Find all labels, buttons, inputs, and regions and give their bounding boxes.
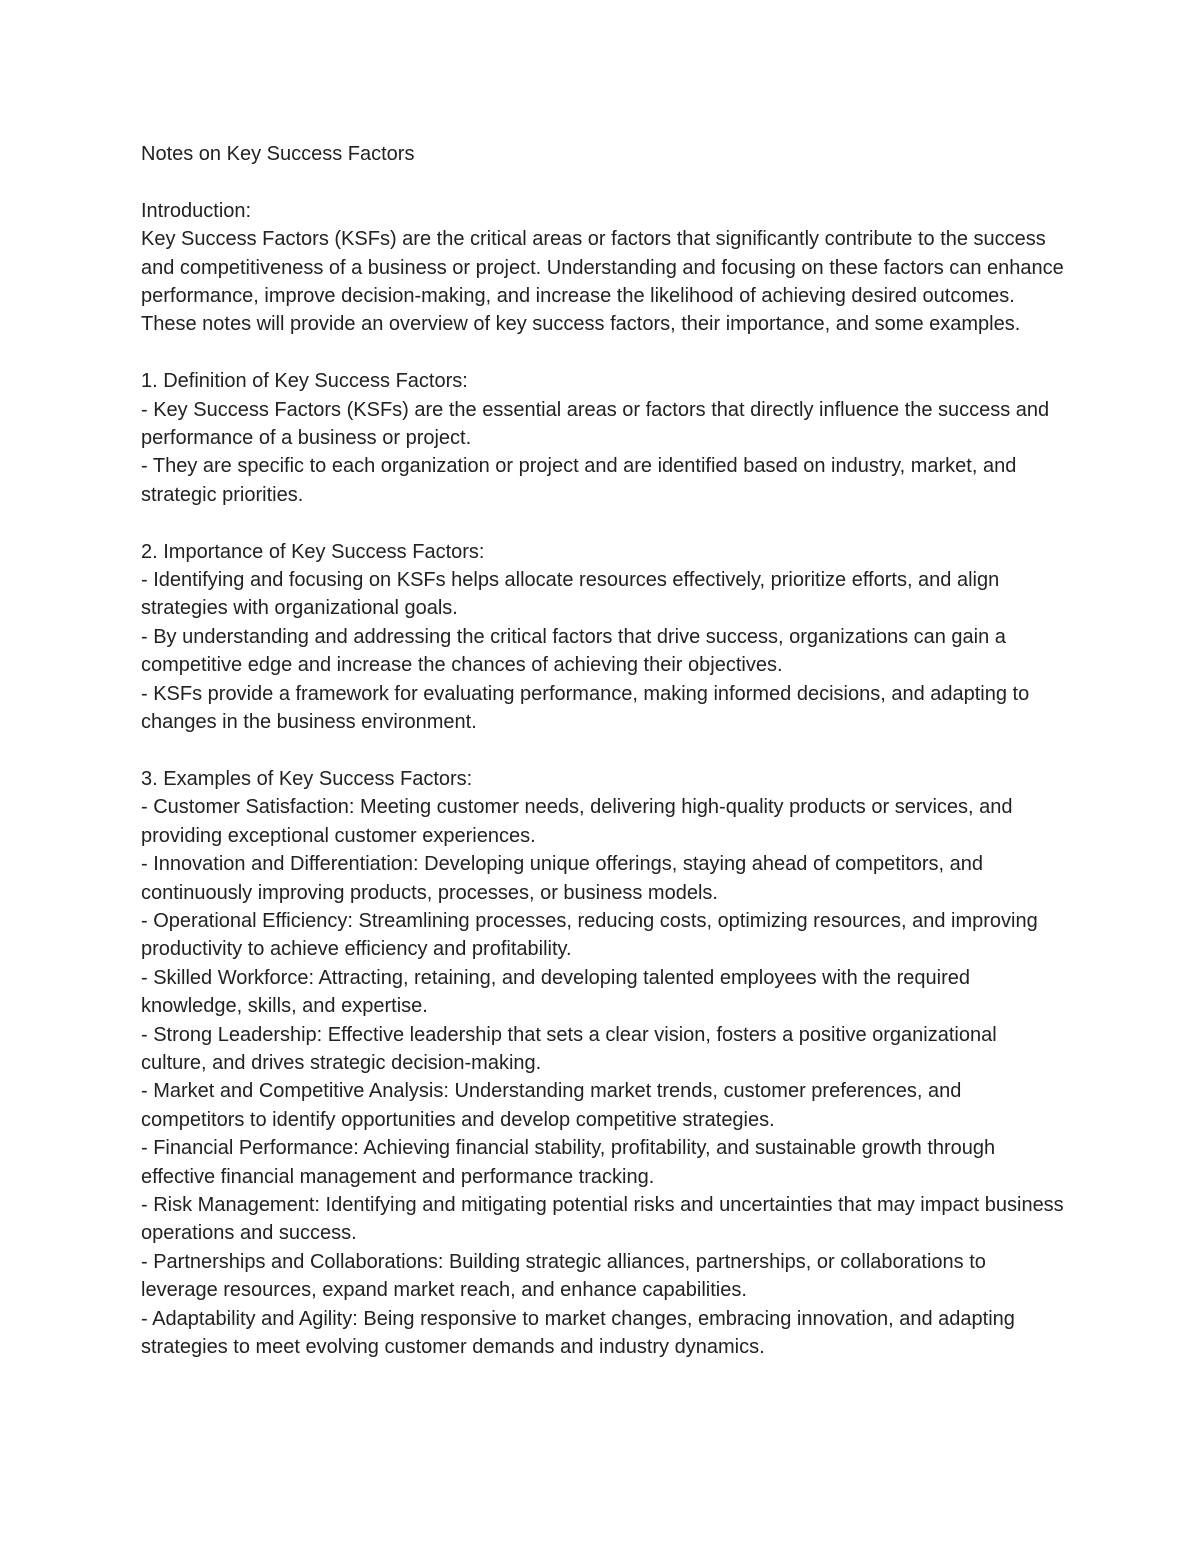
document-page bbox=[141, 140, 1070, 1390]
list-item: - KSFs provide a framework for evaluating performance, making informed decisions, and adapting to changes in the business environment. bbox=[141, 682, 1030, 734]
list-item: - Innovation and Differentiation: Developing unique offerings, staying ahead of competitors, and continuously improving products, processes, or business models. bbox=[141, 853, 984, 904]
introduction-paragraph: Key Success Factors (KSFs) are the critical areas or factors that significantly contribute to the success and competitiveness of a business or project. Understanding and focusing on these factors can enhance performance, improve decision-making, and increase the likelihood of achieving desired outcomes. These notes will provide an overview of key success factors, their importance, and some examples. bbox=[141, 228, 1070, 336]
list-item: - Financial Performance: Achieving financial stability, profitability, and sustainable growth through effective financial management and performance tracking. bbox=[141, 1137, 996, 1188]
section-items bbox=[141, 793, 1066, 1361]
list-item: - Key Success Factors (KSFs) are the essential areas or factors that directly influence the success and performance of a business or project. bbox=[141, 398, 1050, 450]
introduction-section bbox=[141, 197, 1070, 339]
section-importance bbox=[141, 538, 1066, 737]
list-item: - Market and Competitive Analysis: Understanding market trends, customer preferences, and competitors to identify opportunities and develop competitive strategies. bbox=[141, 1080, 962, 1131]
list-item: - Identifying and focusing on KSFs helps allocate resources effectively, prioritize efforts, and align strategies with organizational goals. bbox=[141, 569, 1000, 620]
section-definition bbox=[141, 367, 1066, 509]
document-title-block bbox=[141, 140, 1066, 168]
section-examples bbox=[141, 765, 1066, 1362]
list-item: - Partnerships and Collaborations: Building strategic alliances, partnerships, or collaborations to leverage resources, expand market reach, and enhance capabilities. bbox=[141, 1250, 986, 1302]
list-item: - Strong Leadership: Effective leadership that sets a clear vision, fosters a positive organizational culture, and drives strategic decision-making. bbox=[141, 1023, 997, 1074]
section-heading: 3. Examples of Key Success Factors: bbox=[141, 767, 473, 790]
list-item: - By understanding and addressing the critical factors that drive success, organizations can gain a competitive edge and increase the chances of achieving their objectives. bbox=[141, 625, 1006, 677]
list-item: - Risk Management: Identifying and mitigating potential risks and uncertainties that may impact business operations and success. bbox=[141, 1193, 1064, 1245]
list-item: - Operational Efficiency: Streamlining processes, reducing costs, optimizing resources, and improving productivity to achieve efficiency and profitability. bbox=[141, 909, 1038, 961]
section-heading: 1. Definition of Key Success Factors: bbox=[141, 370, 468, 393]
list-item: - Skilled Workforce: Attracting, retaining, and developing talented employees with the required knowledge, skills, and expertise. bbox=[141, 966, 970, 1018]
section-heading: 2. Importance of Key Success Factors: bbox=[141, 540, 485, 563]
section-items bbox=[141, 396, 1066, 510]
list-item: - They are specific to each organization or project and are identified based on industry, market, and strategic priorities. bbox=[141, 455, 1017, 506]
list-item: - Customer Satisfaction: Meeting customer needs, delivering high-quality products or services, and providing exceptional customer experiences. bbox=[141, 796, 1013, 847]
document-title: Notes on Key Success Factors bbox=[141, 143, 415, 165]
list-item: - Adaptability and Agility: Being responsive to market changes, embracing innovation, and adapting strategies to meet evolving customer demands and industry dynamics. bbox=[141, 1307, 1015, 1358]
introduction-heading: Introduction: bbox=[141, 199, 252, 222]
section-items bbox=[141, 566, 1066, 736]
